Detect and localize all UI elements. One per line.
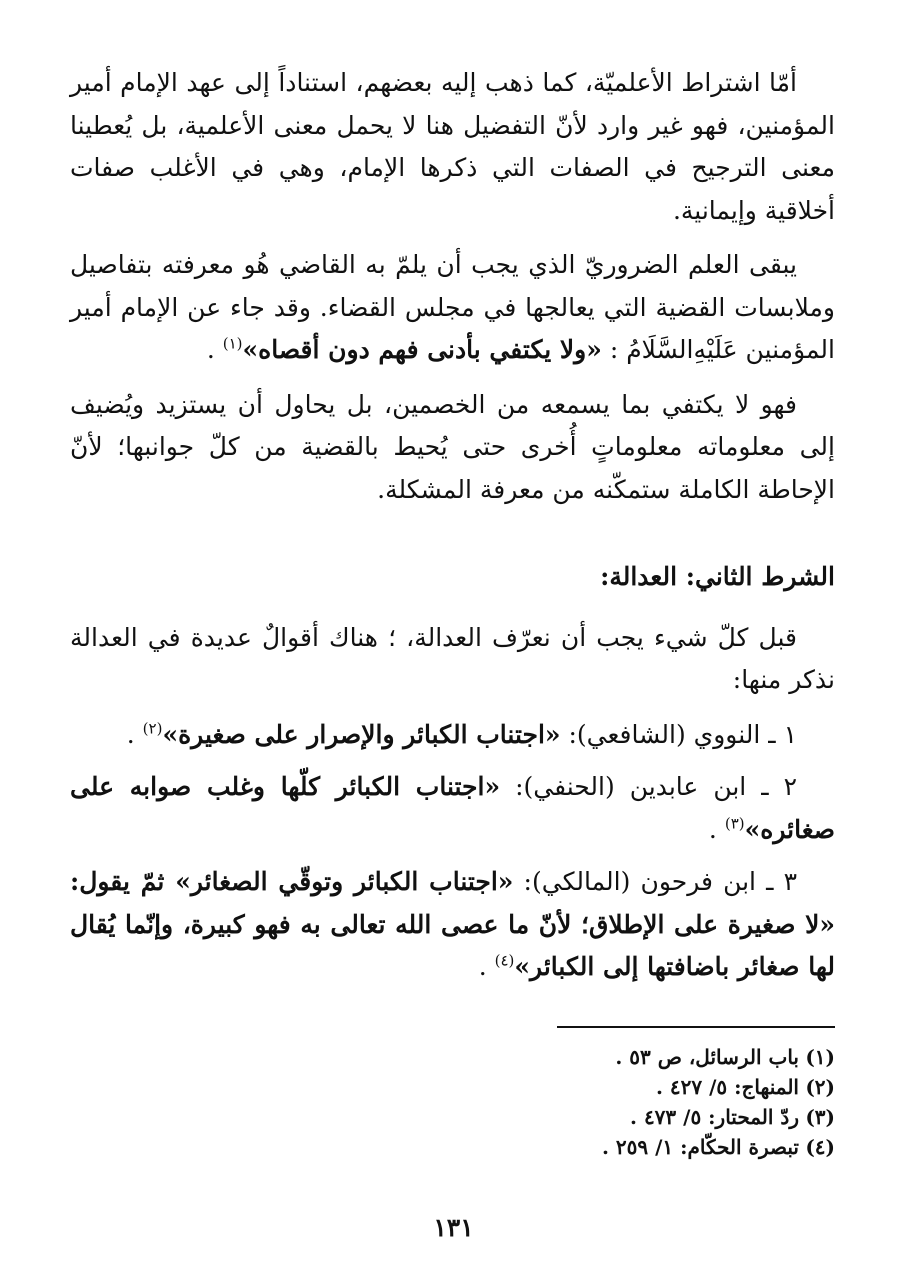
footnote-item [235, 1102, 835, 1132]
footnote-ref-3[interactable]: (٣) [724, 814, 745, 833]
page-number: ١٣١ [433, 1213, 474, 1242]
footnote-ref-2[interactable]: (٢) [142, 719, 163, 738]
definition-end: . [126, 719, 143, 749]
definition-quote: «اجتناب الكبائر والإصرار على صغيرة» [162, 719, 561, 749]
paragraph-1: أمّا اشتراط الأعلميّة، كما ذهب إليه بعضهم، استناداً إلى عهد الإمام أمير المؤمنين، فهو غير وارد لأنّ التفضيل هنا لا يحمل معنى الأعلمية، بل يُعطينا معنى الترجيح في الصفات التي ذكرها الإمام، وهي في الأغلب صفات أخلاقية وإيمانية. [70, 68, 835, 225]
main-text [70, 62, 835, 989]
footnote-item [235, 1132, 835, 1162]
definition-label: ٣ ـ ابن فرحون (المالكي): [513, 867, 797, 896]
footnote-text: ردّ المحتار: ٥/ ٤٧٣ . [630, 1105, 799, 1129]
footnote-text: باب الرسائل، ص ٥٣ . [615, 1045, 799, 1069]
footnote-text: تبصرة الحكّام: ١/ ٢٥٩ . [601, 1135, 799, 1159]
footnote-text: المنهاج: ٥/ ٤٢٧ . [655, 1075, 799, 1099]
definition-quote: «اجتناب الكبائر كلّها وغلب صوابه على صغائره» [70, 772, 835, 844]
paragraph-2-quote: «ولا يكتفي بأدنى فهم دون أقصاه» [242, 335, 602, 364]
paragraph-2-text: يبقى العلم الضروريّ الذي يجب أن يلمّ به القاضي هُو معرفته بتفاصيل وملابسات القضية التي يعالجها في مجلس القضاء. وقد جاء عن الإمام أمير المؤمنين عَلَيْهِ‌السَّلَامُ : [70, 250, 835, 364]
footnote-number: (٢) [805, 1075, 835, 1099]
footnote-number: (٤) [805, 1135, 835, 1159]
footnotes [235, 1042, 835, 1162]
section-heading: الشرط الثاني: العدالة: [600, 562, 835, 591]
intro-paragraph: قبل كلّ شيء يجب أن نعرّف العدالة، ؛ هناك أقوالٌ عديدة في العدالة نذكر منها: [70, 622, 835, 694]
definition-end: . [708, 814, 725, 844]
definition-item-3 [70, 861, 835, 989]
footnote-item [235, 1072, 835, 1102]
paragraph-3: فهو لا يكتفي بما يسمعه من الخصمين، بل يحاول أن يستزيد ويُضيف إلى معلوماته معلوماتٍ أُخرى حتى يُحيط بالقضية من كلّ جوانبها؛ لأنّ الإحاطة الكاملة ستمكّنه من معرفة المشكلة. [70, 389, 835, 504]
definition-quote: «اجتناب الكبائر وتوقّي الصغائر» ثمّ يقول: «لا صغيرة على الإطلاق؛ لأنّ ما عصى الله تعالى به فهو كبيرة، وإنّما يُقال لها صغائر باضافتها إلى الكبائر» [70, 867, 835, 981]
footnote-divider [557, 1026, 835, 1028]
definition-item-1 [70, 714, 835, 757]
paragraph-2-end: . [206, 335, 223, 364]
definition-end: . [478, 952, 495, 981]
definition-label: ١ ـ النووي (الشافعي): [560, 719, 797, 749]
footnote-item [235, 1042, 835, 1072]
footnote-number: (٣) [805, 1105, 835, 1129]
footnote-ref-1[interactable]: (١) [222, 334, 243, 353]
paragraph-2 [70, 244, 835, 372]
definition-label: ٢ ـ ابن عابدين (الحنفي): [500, 772, 797, 801]
footnote-number: (١) [805, 1045, 835, 1069]
footnote-ref-4[interactable]: (٤) [494, 951, 515, 970]
definition-item-2 [70, 766, 835, 851]
